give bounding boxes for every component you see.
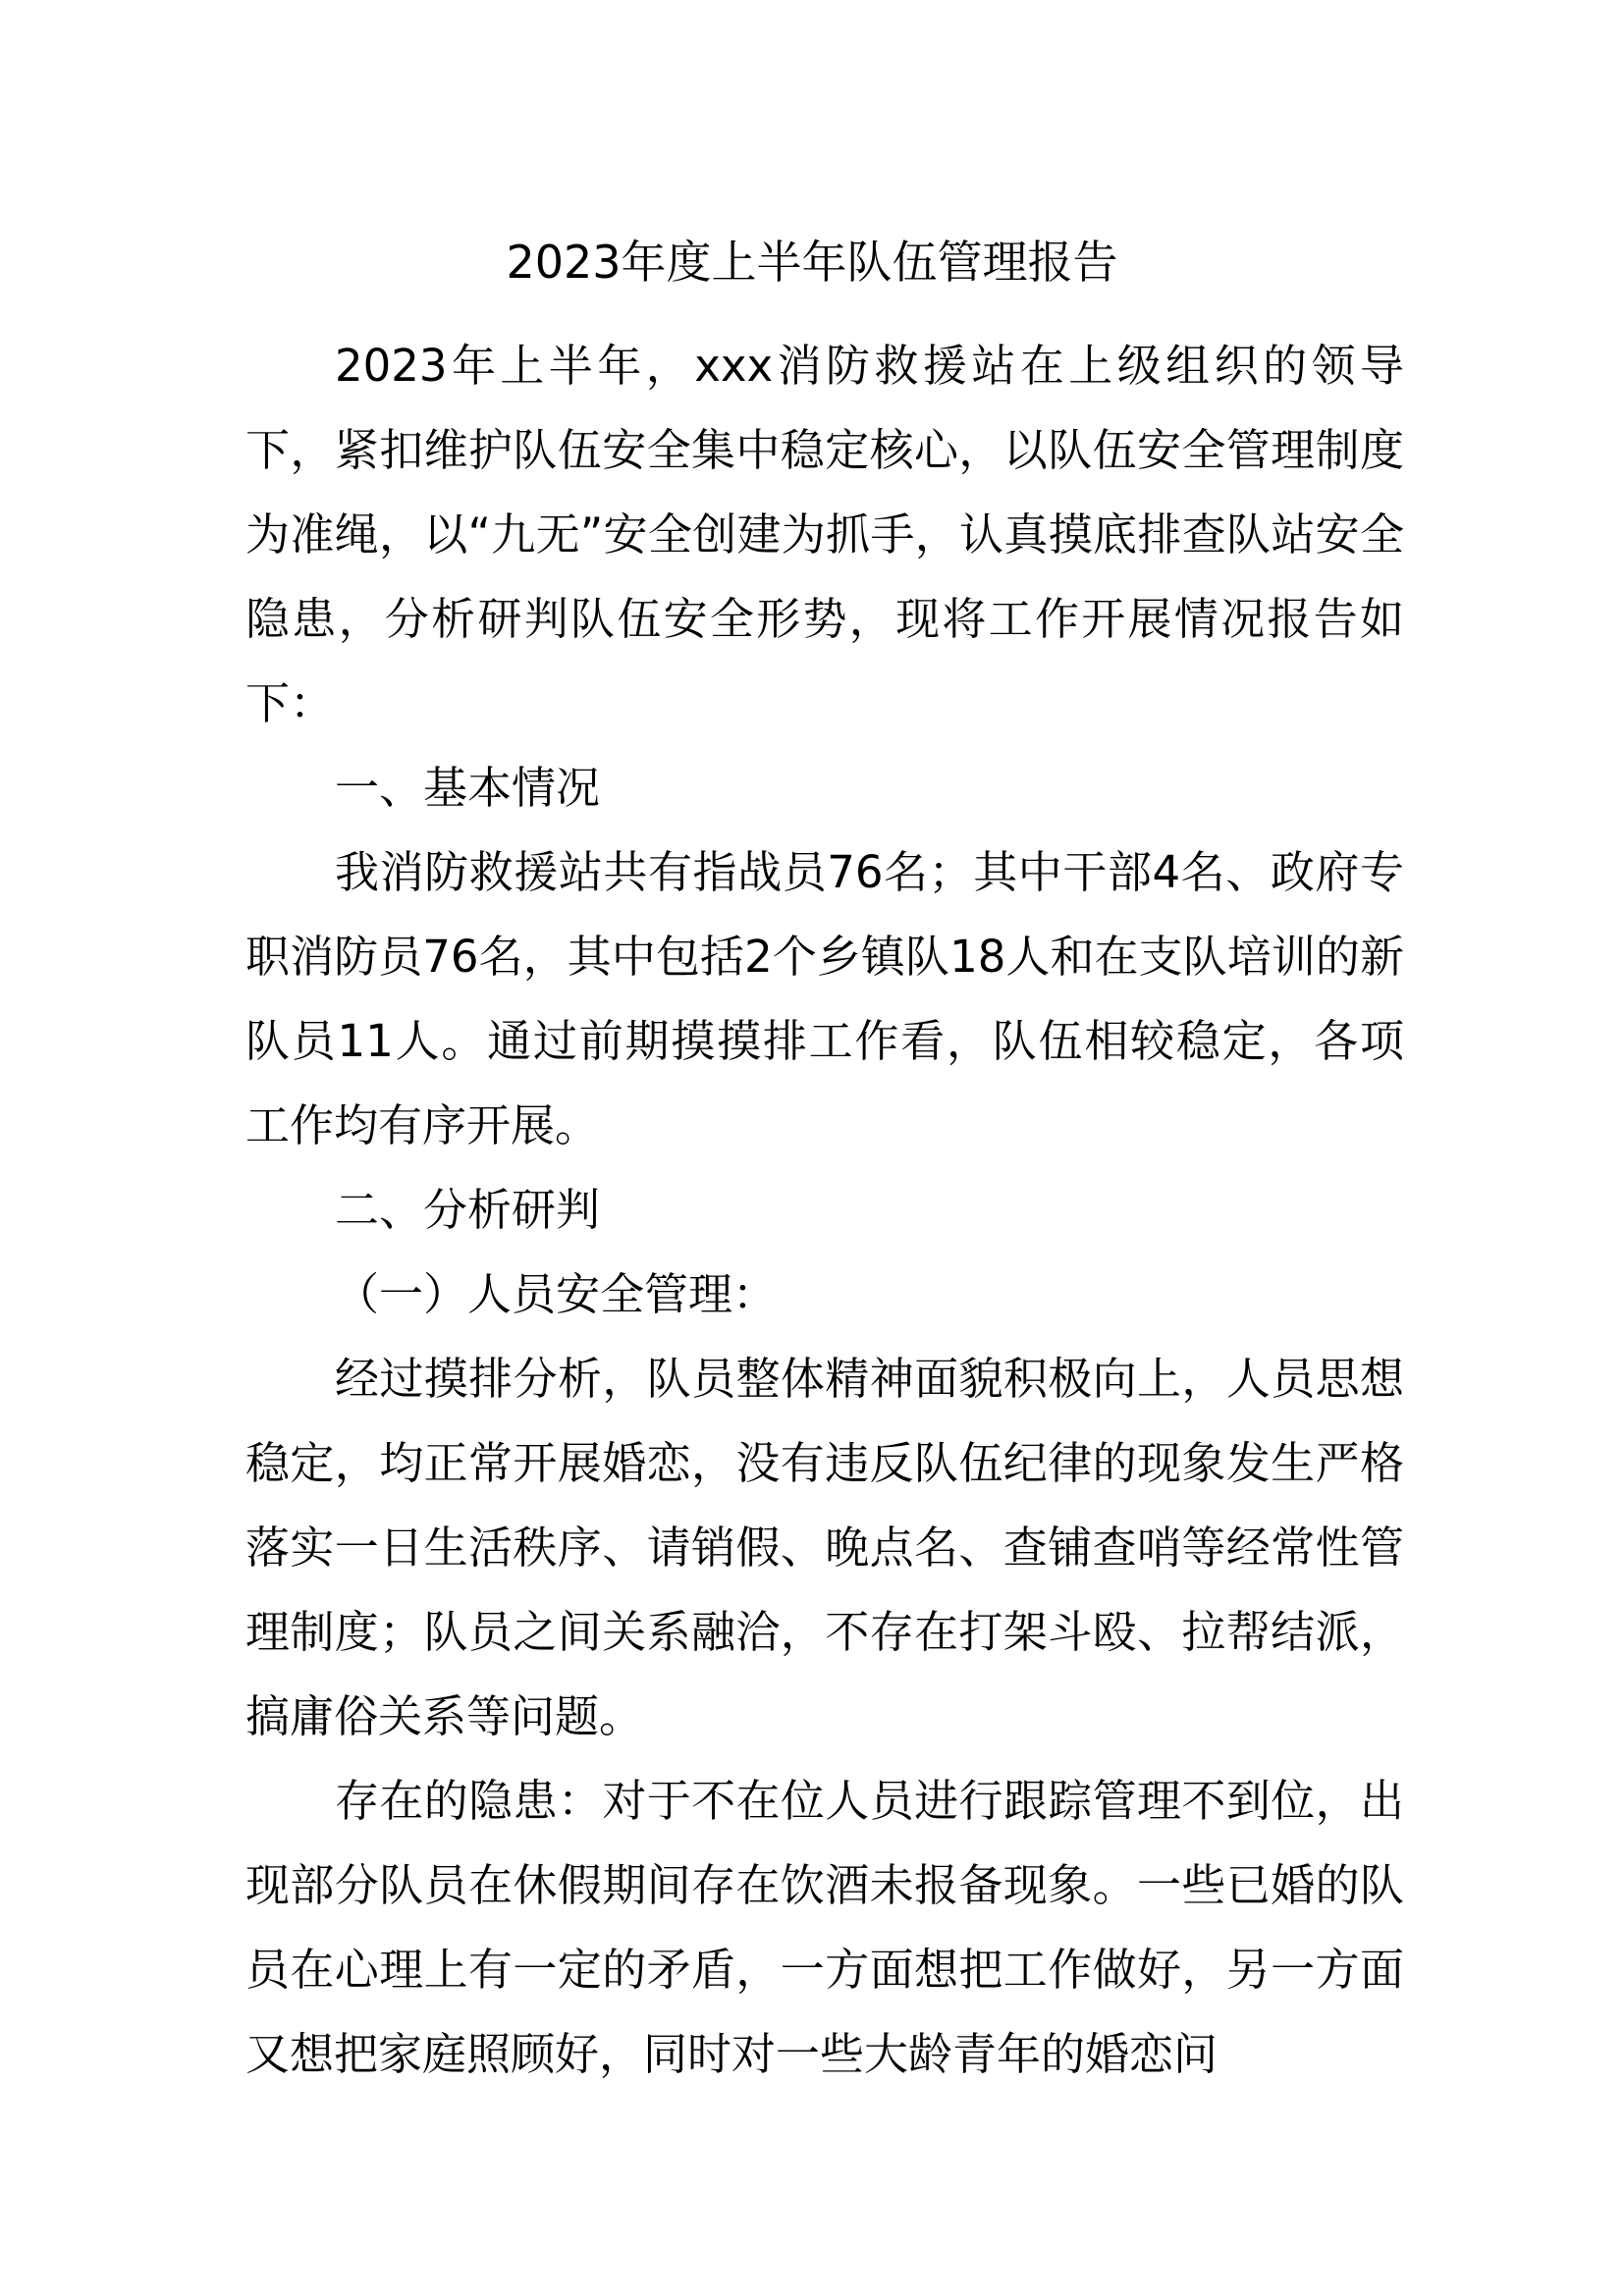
section-heading-analysis: 二、分析研判 <box>335 1184 601 1236</box>
personnel-safety-paragraph: 经过摸排分析，队员整体精神面貌积极向上，人员思想稳定，均正常开展婚恋，没有违反队伍纪律的现象发生严格落实一日生活秩序、请销假、晚点名、查铺查哨等经常性管理制度；队员之间关系融洽，不存在打架斗殴、拉帮结派，搞庸俗关系等问题。 <box>245 1353 1404 1742</box>
section-heading-basic-situation: 一、基本情况 <box>335 762 601 814</box>
intro-paragraph: 2023年上半年，xxx消防救援站在上级组织的领导下，紧扣维护队伍安全集中稳定核心，以队伍安全管理制度为准绳，以“九无”安全创建为抓手，认真摸底排查队站安全隐患，分析研判队伍安全形势，现将工作开展情况报告如下： <box>245 340 1404 729</box>
document-title: 2023年度上半年队伍管理报告 <box>506 236 1118 289</box>
basic-situation-paragraph: 我消防救援站共有指战员76名；其中干部4名、政府专职消防员76名，其中包括2个乡镇队18人和在支队培训的新队员11人。通过前期摸摸排工作看，队伍相较稳定，各项工作均有序开展。 <box>245 846 1404 1151</box>
document-body <box>245 324 1404 2097</box>
subsection-heading-personnel-safety: （一）人员安全管理： <box>335 1268 778 1320</box>
hidden-dangers-paragraph: 存在的隐患：对于不在位人员进行跟踪管理不到位，出现部分队员在休假期间存在饮酒未报备现象。一些已婚的队员在心理上有一定的矛盾，一方面想把工作做好，另一方面又想把家庭照顾好，同时对一些大龄青年的婚恋问 <box>245 1775 1404 2080</box>
